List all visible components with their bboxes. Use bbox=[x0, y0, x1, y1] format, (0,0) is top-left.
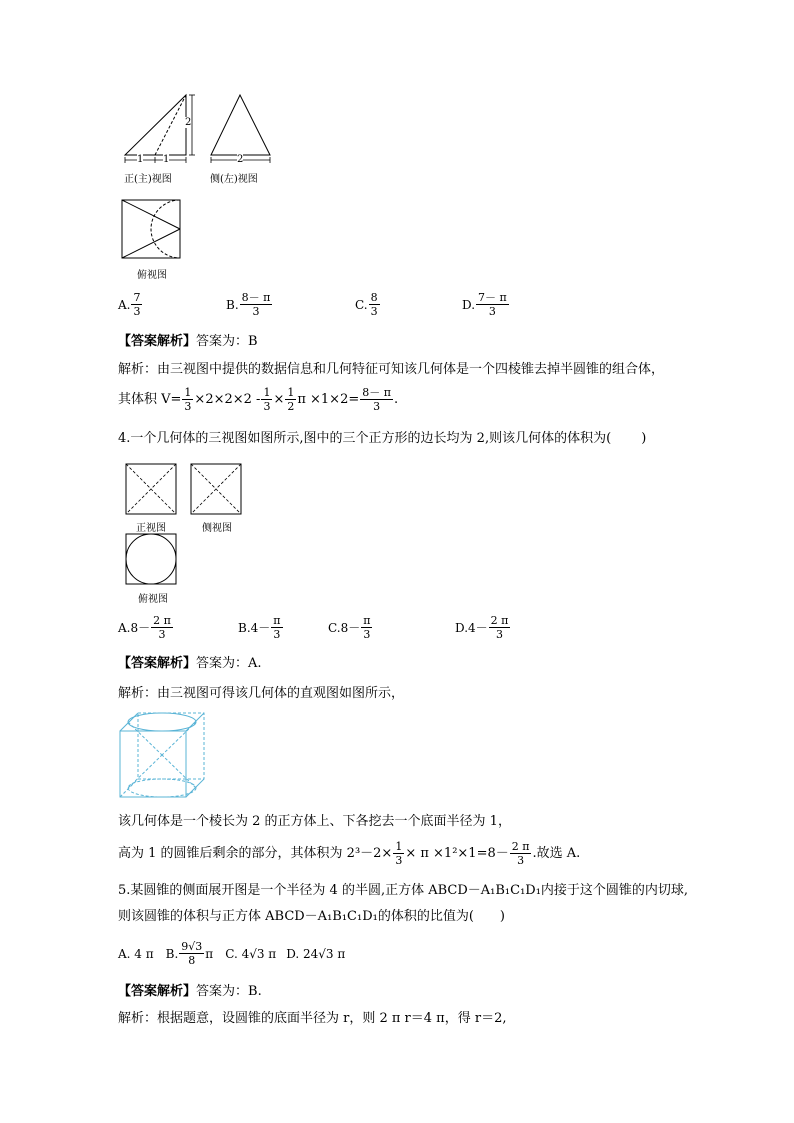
q4-top-view-figure bbox=[125, 533, 179, 587]
q5-option-a: A. 4 π bbox=[118, 946, 154, 961]
q5-answer: 【答案解析】答案为：B. bbox=[118, 984, 262, 999]
q4-front-view-caption: 正视图 bbox=[136, 523, 166, 534]
q4-option-a: A. 8－ $\frac{2 \pi}{3}$ bbox=[118, 614, 171, 641]
top-view-caption: 俯视图 bbox=[137, 270, 167, 281]
q4-stem: 4.一个几何体的三视图如图所示,图中的三个正方形的边长均为 2,则该几何体的体积为( ) bbox=[118, 431, 647, 446]
q5-stem-line2: 则该圆锥的体积与正方体 ABCD－A₁B₁C₁D₁的体积的比值为( ) bbox=[118, 909, 505, 924]
q4-side-view-caption: 侧视图 bbox=[202, 523, 232, 534]
q5-stem-line1: 5.某圆锥的侧面展开图是一个半径为 4 的半圆,正方体 ABCD－A₁B₁C₁D₁内接于这个圆锥的内切球, bbox=[118, 883, 689, 898]
front-base-label-1: 1 bbox=[137, 154, 144, 165]
q3-option-b: B. $\frac{8- \pi}{3}$ bbox=[226, 291, 271, 318]
q4-option-d: D. 4－ $\frac{2 \pi}{3}$ bbox=[455, 614, 509, 641]
q3-option-c: C. $\frac{8}{3}$ bbox=[355, 291, 378, 318]
q3-option-d: D. $\frac{7- \pi}{3}$ bbox=[462, 291, 507, 318]
q3-analysis-line1: 解析：由三视图中提供的数据信息和几何特征可知该几何体是一个四棱锥去掉半圆锥的组合体， bbox=[118, 362, 665, 377]
q4-cube-figure bbox=[118, 710, 208, 802]
q5-option-b-letter: B. bbox=[165, 946, 179, 961]
top-view-figure bbox=[120, 198, 184, 262]
side-base-label: 2 bbox=[237, 154, 244, 165]
q4-analysis-line3: 高为 1 的圆锥后剩余的部分，其体积为 2³－2× $\frac{1}{3}$ × π ×1²×1=8－ $\frac{2 \pi}{3}$ .故选 A. bbox=[118, 840, 581, 867]
q4-analysis-line1: 解析：由三视图可得该几何体的直观图如图所示， bbox=[118, 686, 405, 701]
q4-answer: 【答案解析】答案为：A. bbox=[118, 656, 262, 671]
q4-top-view-caption: 俯视图 bbox=[138, 594, 168, 605]
front-base-label-2: 1 bbox=[163, 154, 170, 165]
q3-option-a: A. $\frac{7}{3}$ bbox=[118, 291, 141, 318]
q5-option-d: D. 24√3 π bbox=[286, 946, 346, 961]
front-view-caption: 正(主)视图 bbox=[124, 174, 172, 185]
q4-option-c: C. 8－ $\frac{\pi}{3}$ bbox=[328, 614, 371, 641]
q4-front-view-figure bbox=[125, 463, 179, 517]
q5-options: A. 4 π B. $\frac{9√3}{8}$ π C. 4√3 π D. 24√3 π bbox=[118, 940, 346, 967]
side-view-caption: 侧(左)视图 bbox=[210, 174, 258, 185]
q3-volume-line: 其体积 V= $\frac{1}{3}$ ×2×2×2 - $\frac{1}{3}$ × $\frac{1}{2}$ π ×1×2= $\frac{8- \pi}{3}$ . bbox=[118, 386, 399, 413]
q5-option-c: C. 4√3 π bbox=[225, 946, 277, 961]
q3-answer: 【答案解析】答案为：B bbox=[118, 334, 258, 349]
q4-option-b: B. 4－ $\frac{\pi}{3}$ bbox=[238, 614, 281, 641]
front-height-label: 2 bbox=[185, 117, 192, 128]
q5-analysis-line1: 解析：根据题意，设圆锥的底面半径为 r，则 2 π r＝4 π，得 r＝2, bbox=[118, 1011, 507, 1026]
q4-analysis-line2: 该几何体是一个棱长为 2 的正方体上、下各挖去一个底面半径为 1， bbox=[118, 814, 511, 829]
q4-side-view-figure bbox=[190, 463, 244, 517]
side-view-figure bbox=[208, 92, 278, 162]
